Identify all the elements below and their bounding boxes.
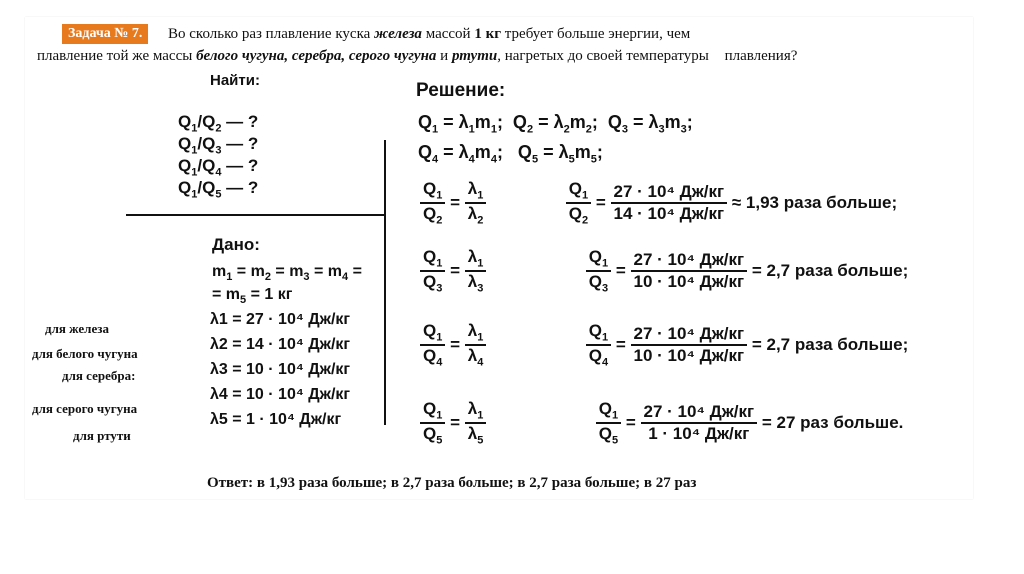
answer-line: Ответ: в 1,93 раза больше; в 2,7 раза больше; в 2,7 раза больше; в 27 раз xyxy=(207,475,697,491)
solution-title: Решение: xyxy=(416,80,506,101)
ratio-row-4: $\frac{Q_1}{Q_5}$ = $\frac{\lambda_1}{\lambda_5}$ $\frac{Q_1}{Q_5}$ = $\frac{\text{27 · 10⁴ Дж/кг}}{\text{1 · 10⁴ Дж/кг}}$ = 27 раз больше. xyxy=(420,400,903,447)
lambda-5: λ5 = 1 · 10⁴ Дж/кг xyxy=(210,411,342,428)
label-white-cast-iron: для белого чугуна xyxy=(32,346,138,361)
find-item-2: $Q_1/Q_3$ — ? xyxy=(178,134,259,157)
given-title: Дано: xyxy=(212,235,260,254)
solution-line-2: $Q_4 = \lambda_4m_4$; $Q_5 = \lambda_5m_5$; xyxy=(418,142,603,166)
lambda-3: λ3 = 10 · 10⁴ Дж/кг xyxy=(210,361,351,378)
lambda-4: λ4 = 10 · 10⁴ Дж/кг xyxy=(210,386,351,403)
question-line-2: плавление той же массы белого чугуна, серебра, серого чугуна и ртути, нагретых до своей температуры плавления? xyxy=(37,48,798,64)
ratio-row-1: $\frac{Q_1}{Q_2}$ = $\frac{\lambda_1}{\lambda_2}$ $\frac{Q_1}{Q_2}$ = $\frac{\text{27 · 10⁴ Дж/кг}}{\text{14 · 10⁴ Дж/кг}}$ ≈ 1,93 раза больше; xyxy=(420,180,897,227)
lambda-2: λ2 = 14 · 10⁴ Дж/кг xyxy=(210,336,351,353)
find-item-4: $Q_1/Q_5$ — ? xyxy=(178,178,259,201)
mass-line-2: = $m_5 = 1$ кг xyxy=(212,286,293,307)
find-title: Найти: xyxy=(210,72,260,89)
question-line-1: Во сколько раз плавление куска железа массой 1 кг требует больше энергии, чем xyxy=(168,26,691,42)
mass-line-1: $m_1 = m_2 = m_3 = m_4$ = xyxy=(212,263,362,284)
label-mercury: для ртути xyxy=(73,428,131,443)
solution-divider xyxy=(384,140,386,425)
lambda-1: λ1 = 27 · 10⁴ Дж/кг xyxy=(210,311,351,328)
label-silver: для серебра: xyxy=(62,368,136,383)
task-badge: Задача № 7. xyxy=(62,24,148,44)
ratio-row-3: $\frac{Q_1}{Q_4}$ = $\frac{\lambda_1}{\lambda_4}$ $\frac{Q_1}{Q_4}$ = $\frac{\text{27 · 10⁴ Дж/кг}}{\text{10 · 10⁴ Дж/кг}}$ = 2,7 раза больше; xyxy=(420,322,908,369)
ratio-row-2: $\frac{Q_1}{Q_3}$ = $\frac{\lambda_1}{\lambda_3}$ $\frac{Q_1}{Q_3}$ = $\frac{\text{27 · 10⁴ Дж/кг}}{\text{10 · 10⁴ Дж/кг}}$ = 2,7 раза больше; xyxy=(420,248,908,295)
label-gray-cast-iron: для серого чугуна xyxy=(32,401,138,416)
find-item-3: $Q_1/Q_4$ — ? xyxy=(178,156,259,179)
label-iron: для железа xyxy=(45,321,109,336)
given-divider xyxy=(126,214,386,216)
find-item-1: $Q_1/Q_2$ — ? xyxy=(178,112,259,135)
solution-line-1: $Q_1 = \lambda_1m_1$; $Q_2 = \lambda_2m_2$; $Q_3 = \lambda_3m_3$; xyxy=(418,112,693,136)
